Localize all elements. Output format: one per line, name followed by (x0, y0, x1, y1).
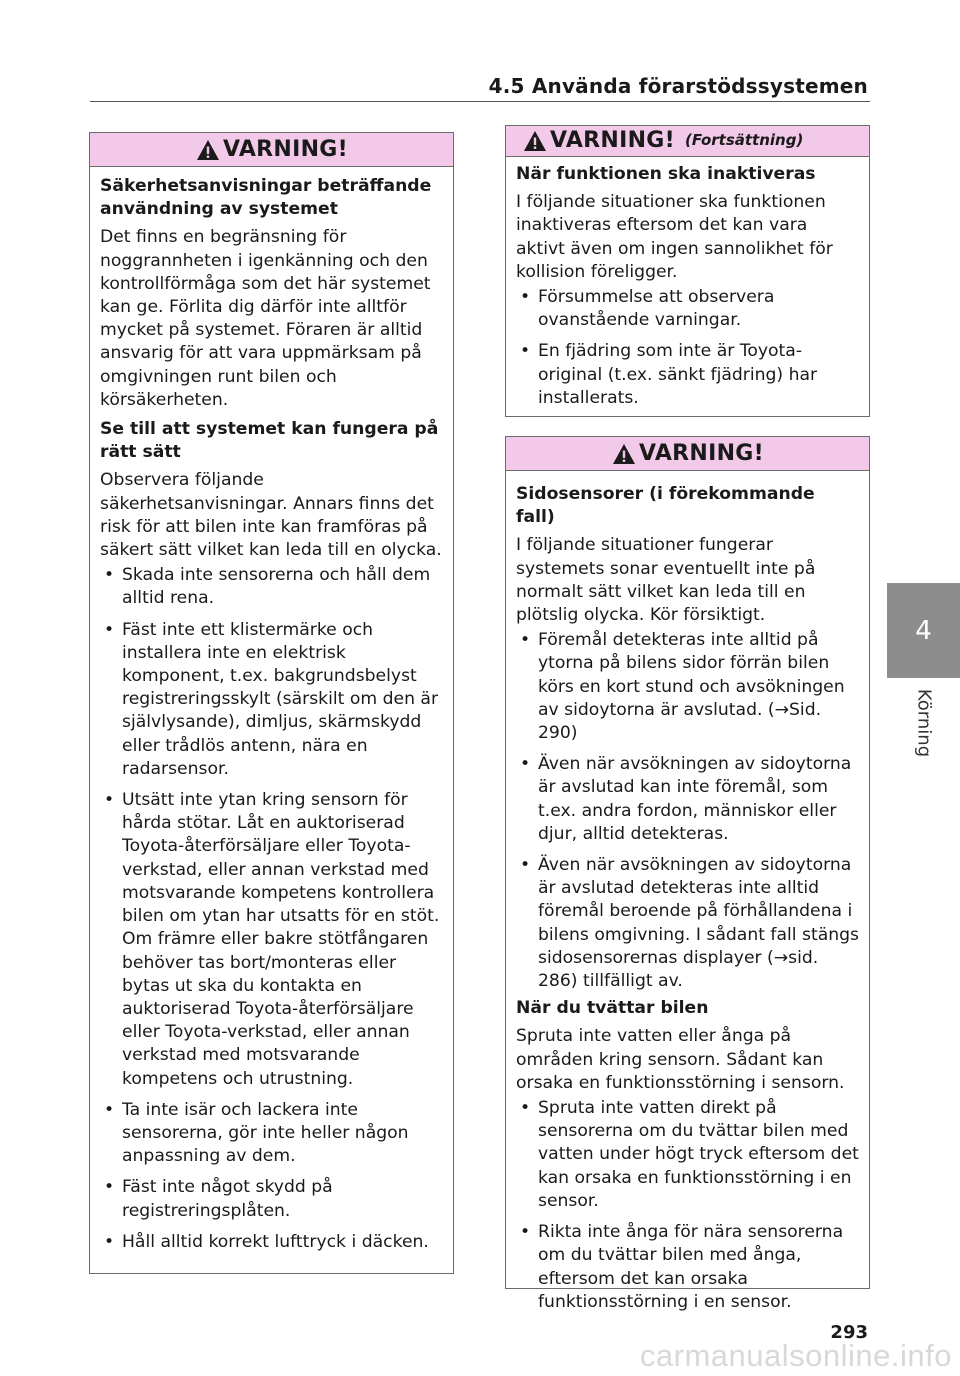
list-item: • Håll alltid korrekt lufttryck i däcken. (100, 1231, 443, 1254)
chapter-label-container (902, 678, 946, 768)
paragraph: I följande situationer fungerar systemets sonar eventuellt inte på normalt sätt vilket kan leda till en plötslig olycka. Kör försiktigt. (516, 535, 816, 626)
warning-box-right (505, 436, 870, 1312)
warning-header (506, 437, 869, 471)
subheading: Se till att systemet kan fungera på rätt sätt (100, 419, 439, 463)
paragraph: Spruta inte vatten eller ånga på områden kring sensorn. Sådant kan orsaka en funktionsstörning i sensorn. (516, 1026, 845, 1093)
bullet-list (100, 564, 443, 1254)
warning-title: VARNING! (550, 128, 676, 154)
warning-content (506, 157, 869, 430)
list-item: • Rikta inte ånga för nära sensorerna om du tvättar bilen med ånga, eftersom det kan orsaka funktionsstörning i en sensor. (516, 1221, 859, 1314)
list-item: • Även när avsökningen av sidoytorna är avslutad kan inte föremål, som t.ex. andra fordon, människor eller djur, alltid detekteras. (516, 753, 859, 846)
list-item: • Utsätt inte ytan kring sensorn för hårda stötar. Låt en auktoriserad Toyota-återförsäljare eller Toyota-verkstad, eller annan verkstad med motsvarande kompetens kontrollera bilen om ytan har utsatts för en stöt. Om främre eller bakre stötfångaren behöver tas bort/monteras eller bytas ut ska du kontakta en auktoriserad Toyota-återförsäljare eller Toyota-verkstad, eller annan verkstad med motsvarande kompetens och utrustning. (100, 789, 443, 1091)
warning-content (90, 167, 453, 1274)
warning-triangle-icon (522, 129, 548, 153)
chapter-label: Körning (913, 688, 935, 758)
subheading: När du tvättar bilen (516, 998, 709, 1019)
warning-triangle-icon (611, 442, 637, 466)
warning-box-left (89, 132, 454, 1274)
warning-subtitle: (Fortsättning) (685, 131, 804, 150)
chapter-number: 4 (915, 615, 932, 646)
header-divider (90, 101, 870, 102)
warning-header (506, 126, 869, 157)
warning-title: VARNING! (222, 136, 348, 162)
bullet-list (516, 1097, 859, 1314)
list-item: • Spruta inte vatten direkt på sensorerna om du tvättar bilen med vatten under högt tryck eftersom det kan orsaka en funktionsstörning i en sensor. (516, 1097, 859, 1213)
warning-title: VARNING! (638, 440, 764, 466)
chapter-tab (887, 583, 960, 678)
paragraph: Det finns en begränsning för noggrannheten i igenkänning och den kontrollförmåga som det här systemet kan ge. Förlita dig därför inte alltför mycket på systemet. Föraren är alltid ansvarig för att vara uppmärksam på omgivningen runt bilen och körsäkerheten. (100, 227, 431, 410)
section-title: 4.5 Använda förarstödssystemen (488, 74, 868, 98)
page-number: 293 (830, 1322, 868, 1343)
list-item: • Skada inte sensorerna och håll dem alltid rena. (100, 564, 443, 610)
bullet-list (516, 629, 859, 993)
paragraph: Observera följande säkerhetsanvisningar. Annars finns det risk för att bilen inte kan framföras på säkert sätt vilket kan leda till en olycka. (100, 470, 442, 561)
list-item: • Ta inte isär och lackera inte sensorerna, gör inte heller någon anpassning av dem. (100, 1099, 443, 1169)
subheading: Säkerhetsanvisningar beträffande användning av systemet (100, 176, 432, 220)
warning-triangle-icon (195, 138, 221, 162)
list-item: • Föremål detekteras inte alltid på ytorna på bilens sidor förrän bilen körs en kort stund och avsökningen av sidoytorna är avslutad. (→Sid. 290) (516, 629, 859, 745)
warning-box-continued (505, 125, 870, 417)
bullet-list (516, 286, 859, 410)
subheading: Sidosensorer (i förekommande fall) (516, 484, 815, 528)
subheading: När funktionen ska inaktiveras (516, 164, 816, 184)
warning-content (506, 471, 869, 1334)
warning-header (90, 133, 453, 167)
paragraph: I följande situationer ska funktionen inaktiveras eftersom det kan vara aktivt även om ingen sannolikhet för kollision föreligger. (516, 192, 833, 282)
list-item: • Även när avsökningen av sidoytorna är avslutad detekteras inte alltid föremål beroende på förhållandena i bilens omgivning. I sådant fall stängs sidosensorernas displayer (→sid. 286) tillfälligt av. (516, 854, 859, 993)
list-item: • Fäst inte något skydd på registreringsplåten. (100, 1176, 443, 1222)
list-item: • En fjädring som inte är Toyota-original (t.ex. sänkt fjädring) har installerats. (516, 340, 859, 410)
list-item: • Försummelse att observera ovanstående varningar. (516, 286, 859, 332)
list-item: • Fäst inte ett klistermärke och installera inte en elektrisk komponent, t.ex. bakgrundsbelyst registreringsskylt (särskilt om den är självlysande), dimljus, skärmskydd eller trådlös antenn, nära en radarsensor. (100, 619, 443, 781)
watermark: carmanualsonline.info (639, 1338, 952, 1373)
